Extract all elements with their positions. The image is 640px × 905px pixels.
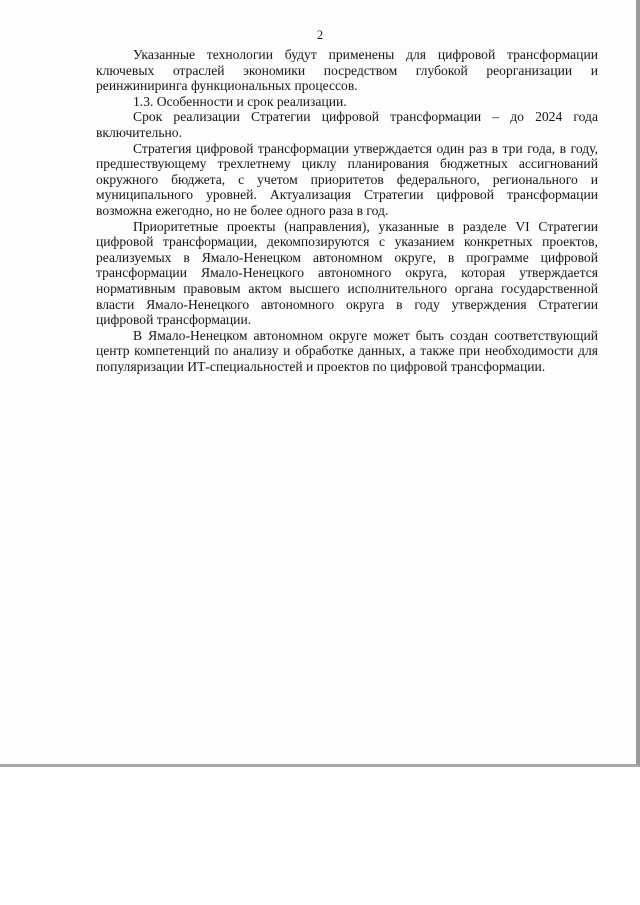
paragraph-strategy-approval: Стратегия цифровой трансформации утверждается один раз в три года, в году, предшествующему трехлетнему циклу планирования бюджетных ассигнований окружного бюджета, с учетом приоритетов федерального, регионального и муниципального уровней. Актуализация Стратегии цифровой трансформации возможна ежегодно, но не более одного раза в год. [96, 140, 598, 218]
document-body [96, 47, 598, 374]
paragraph-technologies: Указанные технологии будут применены для цифровой трансформации ключевых отраслей экономики посредством глубокой реорганизации и реинжиниринга функциональных процессов. [96, 47, 598, 94]
blank-margin [0, 767, 640, 905]
paragraph-implementation-term: Срок реализации Стратегии цифровой трансформации – до 2024 года включительно. [96, 109, 598, 140]
section-heading-1-3: 1.3. Особенности и срок реализации. [133, 93, 347, 109]
paragraph-priority-projects: Приоритетные проекты (направления), указанные в разделе VI Стратегии цифровой трансформации, декомпозируются с указанием конкретных проектов, реализуемых в Ямало-Ненецком автономном округе, в программе цифровой трансформации Ямало-Ненецкого автономного округа, которая утверждается нормативным правовым актом высшего исполнительного органа государственной власти Ямало-Ненецкого автономного округа в году утверждения Стратегии цифровой трансформации. [96, 218, 598, 328]
page-number: 2 [316, 28, 324, 42]
paragraph-competence-center: В Ямало-Ненецком автономном округе может быть создан соответствующий центр компетенций по анализу и обработке данных, а также при необходимости для популяризации ИТ-специальностей и проектов по цифровой трансформации. [96, 327, 598, 374]
